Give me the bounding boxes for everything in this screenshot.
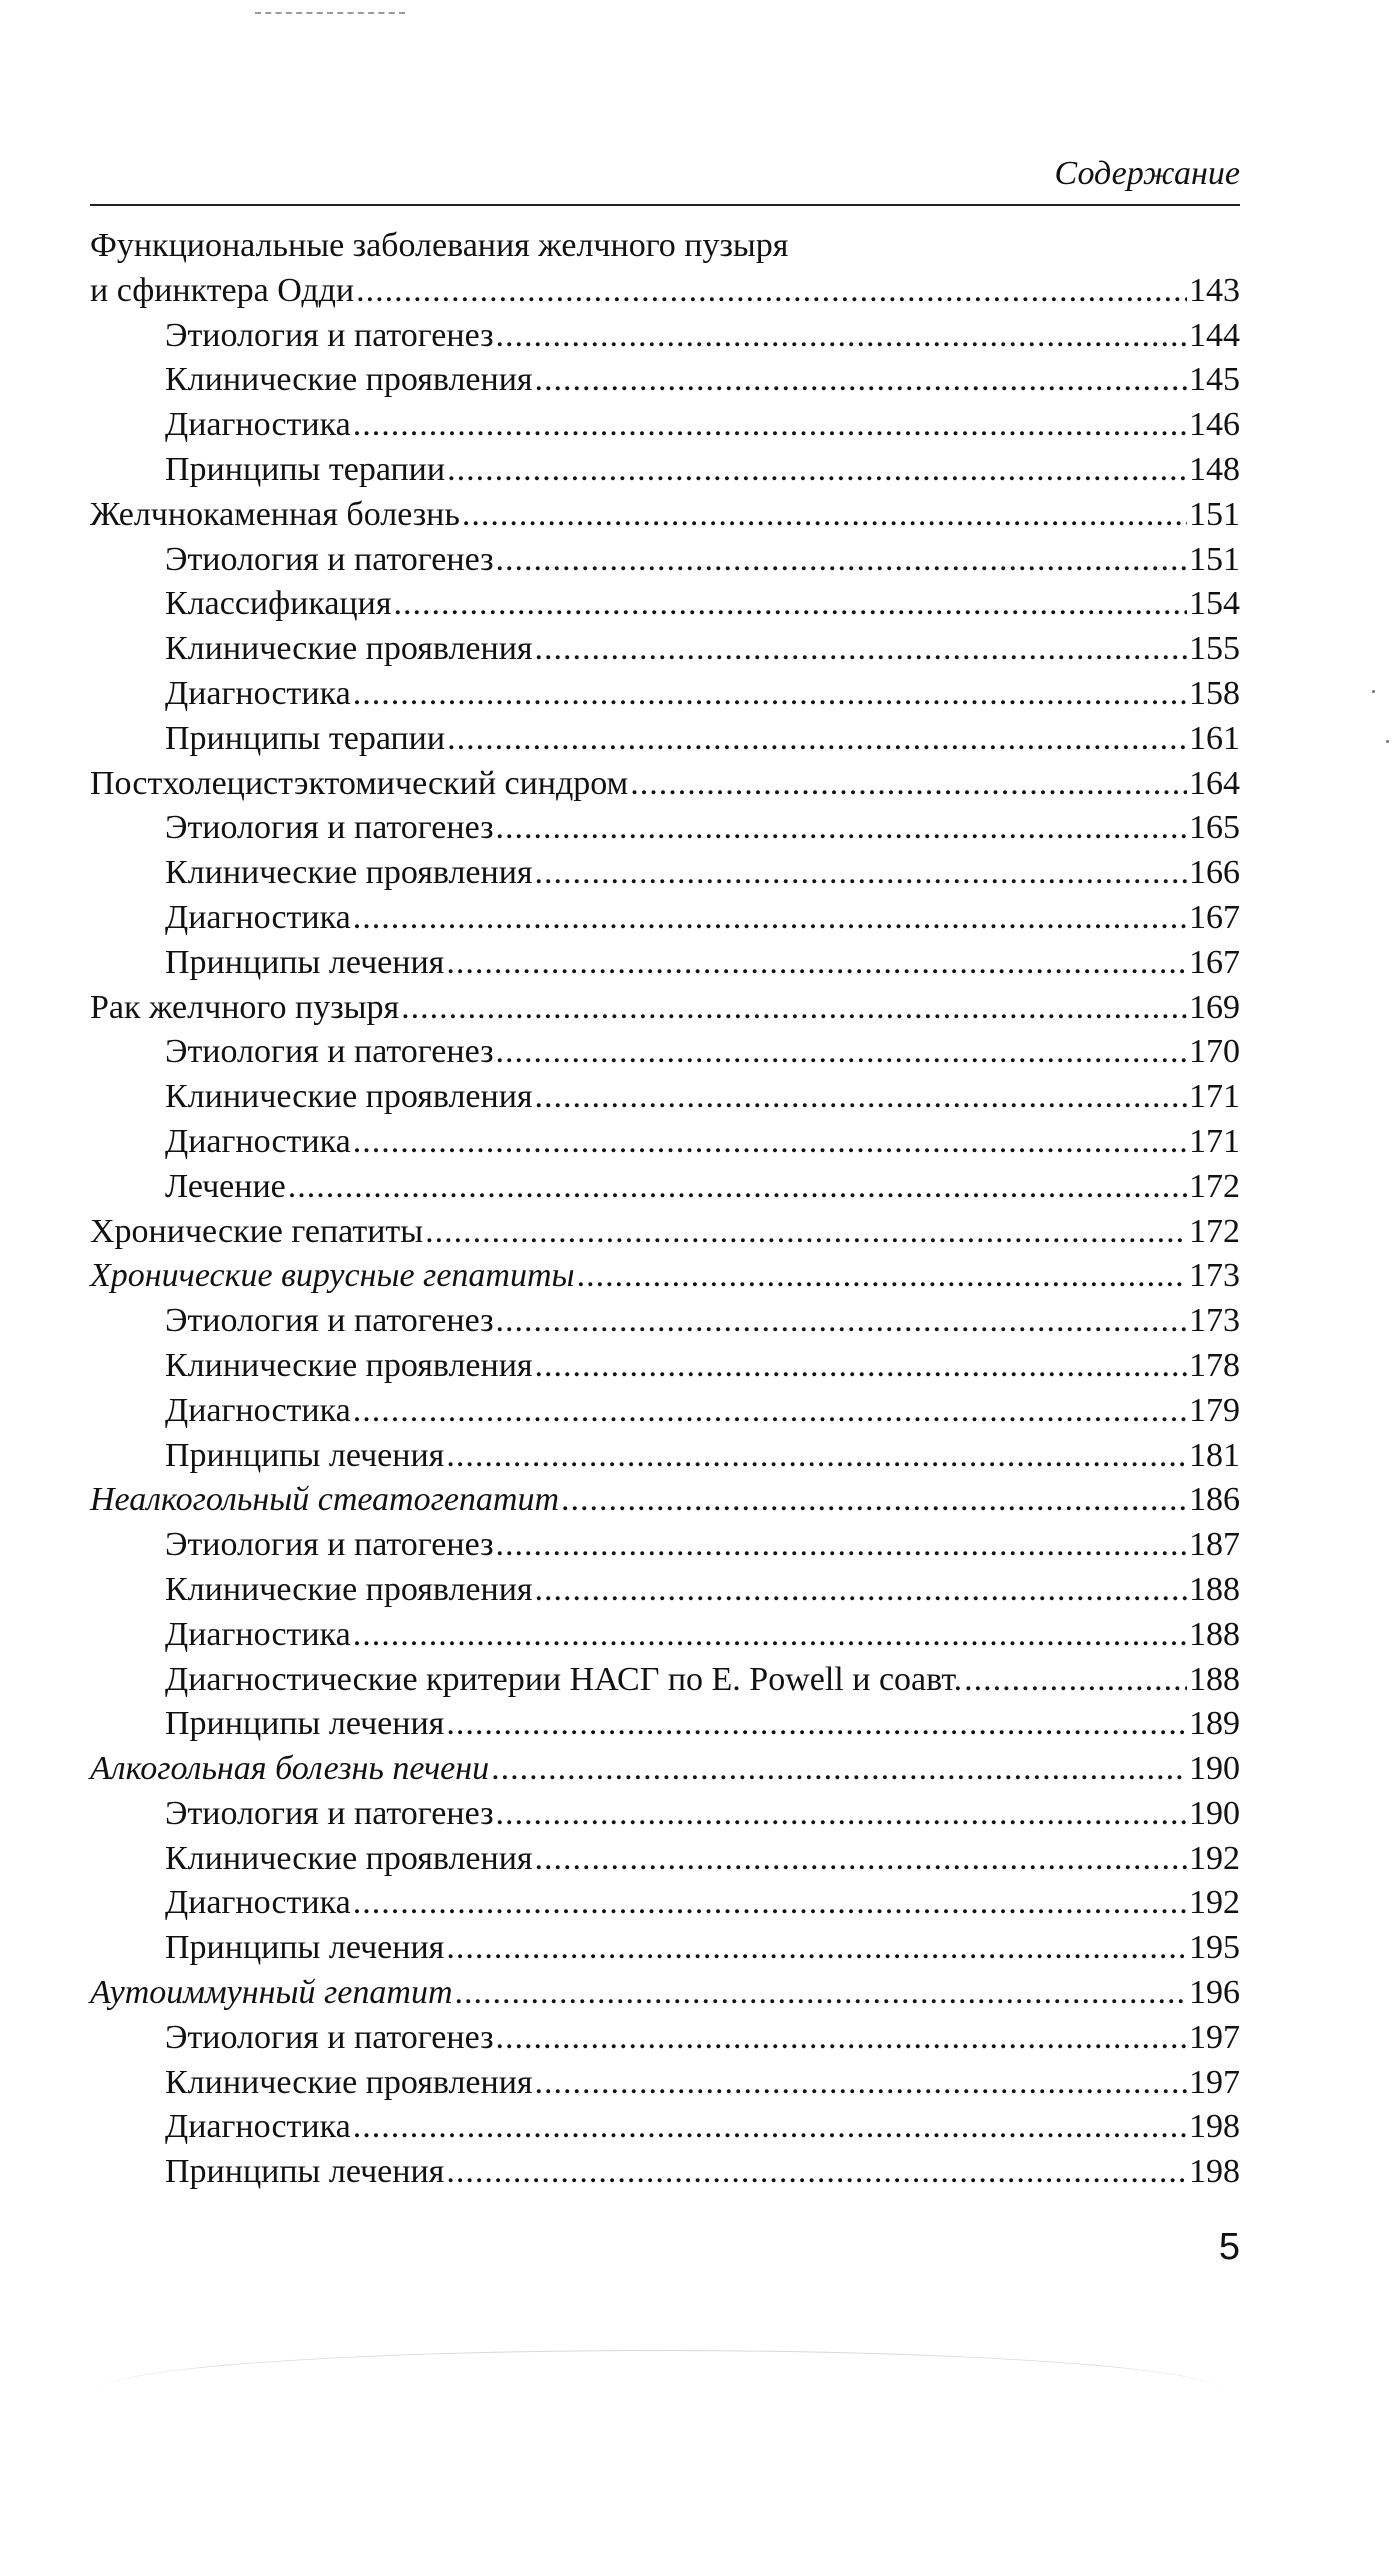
dot-leader	[353, 1389, 1187, 1434]
toc-entry-row	[90, 672, 1240, 717]
toc-entry-page: 197	[1189, 2018, 1240, 2056]
toc-entry-row	[90, 762, 1240, 807]
dot-leader	[288, 1165, 1187, 1210]
dot-leader	[353, 896, 1187, 941]
toc-entry-page: 197	[1189, 2063, 1240, 2101]
toc-entry-row	[90, 1254, 1240, 1299]
toc-entry-row	[90, 627, 1240, 672]
toc-entry-page: 151	[1189, 540, 1240, 578]
toc-entry-row	[90, 493, 1240, 538]
toc-entry	[90, 1613, 1240, 1658]
toc-entry-page: 171	[1189, 1078, 1240, 1116]
toc-entry-row	[90, 582, 1240, 627]
dot-leader	[353, 672, 1187, 717]
toc-entry-page: 181	[1189, 1436, 1240, 1474]
toc-entry-title: Принципы терапии	[165, 719, 446, 757]
toc-entry-row	[90, 1389, 1240, 1434]
dot-leader	[535, 1075, 1187, 1120]
running-head: Содержание	[1054, 155, 1240, 192]
toc-entry-page: 151	[1189, 495, 1240, 533]
toc-entry	[90, 403, 1240, 448]
toc-entry-page: 188	[1189, 1570, 1240, 1608]
toc-entry-page: 188	[1189, 1615, 1240, 1653]
toc-entry	[90, 1926, 1240, 1971]
toc-entry	[90, 1434, 1240, 1479]
toc-entry-row	[90, 1658, 1240, 1703]
toc-entry-title: Этиология и патогенез	[165, 1526, 494, 1564]
toc-entry	[90, 1075, 1240, 1120]
toc-entry-page: 189	[1189, 1705, 1240, 1743]
toc-entry-page: 196	[1189, 1974, 1240, 2012]
dot-leader	[353, 403, 1187, 448]
toc-entry-page: 172	[1189, 1167, 1240, 1205]
toc-entry-page: 143	[1189, 271, 1240, 309]
toc-entry	[90, 358, 1240, 403]
toc-entry-title: Этиология и патогенез	[165, 1033, 494, 1071]
toc-entry-title: Этиология и патогенез	[165, 316, 494, 354]
toc-entry-row	[90, 2061, 1240, 2106]
dot-leader	[496, 1030, 1187, 1075]
dot-leader	[462, 493, 1187, 538]
toc-entry	[90, 851, 1240, 896]
dot-leader	[964, 1658, 1187, 1703]
toc-entry	[90, 224, 1240, 269]
toc-entry-row	[90, 1792, 1240, 1837]
toc-entry-title: Принципы лечения	[165, 1929, 445, 1967]
toc-entry-title: Диагностика	[165, 674, 351, 712]
toc-entry-row	[90, 1881, 1240, 1926]
scan-margin-curve	[100, 2350, 1220, 2431]
toc-entry	[90, 1747, 1240, 1792]
toc-entry-row	[90, 1926, 1240, 1971]
page-number: 5	[1218, 2226, 1240, 2268]
toc-entry	[90, 762, 1240, 807]
dot-leader	[535, 1344, 1187, 1389]
toc-entry	[90, 1881, 1240, 1926]
toc-entry	[90, 2016, 1240, 2061]
toc-entry	[90, 1971, 1240, 2016]
dot-leader	[496, 2016, 1187, 2061]
toc-entry-page: 179	[1189, 1391, 1240, 1429]
dot-leader	[447, 448, 1187, 493]
toc-entry-title: Клинические проявления	[165, 630, 533, 668]
dot-leader	[455, 1971, 1188, 2016]
toc-entry-row	[90, 448, 1240, 493]
toc-entry-page: 169	[1189, 988, 1240, 1026]
toc-entry-row	[90, 1837, 1240, 1882]
toc-entry-row	[90, 358, 1240, 403]
toc-entry-page: 190	[1189, 1750, 1240, 1788]
toc-entry-page: 198	[1189, 2108, 1240, 2146]
toc-entry-title: Диагностика	[165, 2108, 351, 2146]
toc-entry	[90, 941, 1240, 986]
dot-leader	[496, 1792, 1187, 1837]
dot-leader	[446, 2150, 1187, 2195]
toc-entry-page: 145	[1189, 361, 1240, 399]
toc-entry-row	[90, 941, 1240, 986]
scan-speck	[1386, 740, 1389, 743]
toc-entry	[90, 1702, 1240, 1747]
toc-entry-title: Принципы терапии	[165, 450, 446, 488]
toc-entry-title: Клинические проявления	[165, 1570, 533, 1608]
toc-entry-title: Клинические проявления	[165, 2063, 533, 2101]
toc-entry-title: Диагностика	[165, 406, 351, 444]
dot-leader	[535, 358, 1187, 403]
toc-entry-page: 155	[1189, 630, 1240, 668]
toc-entry-row	[90, 1299, 1240, 1344]
toc-entry-title: Этиология и патогенез	[165, 2018, 494, 2056]
toc-entry-row	[90, 538, 1240, 583]
dot-leader	[353, 1613, 1187, 1658]
toc-entry-row	[90, 224, 1240, 269]
toc-entry	[90, 1792, 1240, 1837]
dot-leader	[446, 1702, 1187, 1747]
toc-entry	[90, 2105, 1240, 2150]
toc-entry-page: 166	[1189, 854, 1240, 892]
toc-entry	[90, 1254, 1240, 1299]
toc-entry-title: Классификация	[165, 585, 392, 623]
toc-entry	[90, 1210, 1240, 1255]
dot-leader	[496, 806, 1187, 851]
toc-entry-page: 198	[1189, 2153, 1240, 2191]
toc-entry	[90, 314, 1240, 359]
dot-leader	[446, 1926, 1187, 1971]
toc-entry	[90, 1299, 1240, 1344]
toc-entry-row	[90, 1747, 1240, 1792]
toc-entry	[90, 627, 1240, 672]
toc-entry	[90, 493, 1240, 538]
dot-leader	[496, 1523, 1187, 1568]
dot-leader	[356, 269, 1187, 314]
toc-entry-title: Хронические гепатиты	[90, 1212, 424, 1250]
toc-entry-row	[90, 1120, 1240, 1165]
toc-entry-page: 187	[1189, 1526, 1240, 1564]
toc-entry-title: Принципы лечения	[165, 2153, 445, 2191]
toc-entry-title: Диагностика	[165, 898, 351, 936]
toc-entry-title: Диагностика	[165, 1122, 351, 1160]
toc-entry-page: 173	[1189, 1302, 1240, 1340]
toc-entry-row	[90, 403, 1240, 448]
scan-artifact-line	[255, 12, 405, 14]
toc-entry	[90, 896, 1240, 941]
toc-entry-page: 195	[1189, 1929, 1240, 1967]
toc-entry-title: Клинические проявления	[165, 361, 533, 399]
toc-entry	[90, 448, 1240, 493]
dot-leader	[630, 762, 1187, 807]
toc-entry-title: Клинические проявления	[165, 1346, 533, 1384]
dot-leader	[535, 2061, 1187, 2106]
toc-entry-row	[90, 314, 1240, 359]
toc-entry-row	[90, 2016, 1240, 2061]
toc-entry	[90, 2061, 1240, 2106]
toc-entry	[90, 1344, 1240, 1389]
toc-entry-title: Клинические проявления	[165, 854, 533, 892]
dot-leader	[577, 1254, 1187, 1299]
toc-entry-title: Функциональные заболевания желчного пузыря	[90, 227, 789, 264]
toc-entry-title: Этиология и патогенез	[165, 1794, 494, 1832]
toc-entry	[90, 672, 1240, 717]
toc-entry	[90, 717, 1240, 762]
toc-entry-page: 171	[1189, 1122, 1240, 1160]
toc-entry-title: Неалкогольный стеатогепатит	[90, 1481, 560, 1519]
toc-entry-row	[90, 2105, 1240, 2150]
dot-leader	[353, 1120, 1187, 1165]
dot-leader	[393, 582, 1187, 627]
toc-entry-title: Клинические проявления	[165, 1839, 533, 1877]
toc-entry-row	[90, 2150, 1240, 2195]
toc-entry-page: 186	[1189, 1481, 1240, 1519]
toc-entry-row	[90, 1075, 1240, 1120]
toc-entry-title: Диагностические критерии НАСГ по E. Powell и соавт.	[165, 1660, 963, 1698]
toc-entry-title: Лечение	[165, 1167, 286, 1205]
toc-entry-page: 170	[1189, 1033, 1240, 1071]
toc-entry-title: Этиология и патогенез	[165, 809, 494, 847]
toc-entry-title: Желчнокаменная болезнь	[90, 495, 460, 533]
dot-leader	[535, 1568, 1187, 1613]
toc-entry-title: Хронические вирусные гепатиты	[90, 1257, 575, 1295]
dot-leader	[353, 1881, 1187, 1926]
toc-entry-title: и сфинктера Одди	[90, 271, 355, 309]
toc-entry-row	[90, 1165, 1240, 1210]
toc-entry-row	[90, 1344, 1240, 1389]
toc-entry-page: 190	[1189, 1794, 1240, 1832]
toc-entry-title: Принципы лечения	[165, 1436, 445, 1474]
toc-entry	[90, 806, 1240, 851]
toc-entry-title: Постхолецистэктомический синдром	[90, 764, 629, 802]
toc-entry	[90, 1030, 1240, 1075]
toc-entry-page: 158	[1189, 674, 1240, 712]
toc-entry-title: Этиология и патогенез	[165, 1302, 494, 1340]
toc-entry-page: 192	[1189, 1884, 1240, 1922]
toc-entry-title: Аутоиммунный гепатит	[90, 1974, 453, 2012]
toc-entry	[90, 1523, 1240, 1568]
toc-entry	[90, 582, 1240, 627]
toc-entry	[90, 1658, 1240, 1703]
table-of-contents	[90, 224, 1240, 2195]
toc-entry-row	[90, 851, 1240, 896]
toc-entry-title: Диагностика	[165, 1391, 351, 1429]
toc-entry-page: 167	[1189, 943, 1240, 981]
header-rule	[90, 204, 1240, 206]
toc-entry-title: Диагностика	[165, 1884, 351, 1922]
toc-entry-title: Клинические проявления	[165, 1078, 533, 1116]
toc-entry	[90, 986, 1240, 1031]
toc-entry-row	[90, 1030, 1240, 1075]
dot-leader	[535, 1837, 1187, 1882]
dot-leader	[447, 717, 1187, 762]
toc-entry-page: 148	[1189, 450, 1240, 488]
dot-leader	[446, 1434, 1187, 1479]
toc-entry-page: 172	[1189, 1212, 1240, 1250]
toc-entry-page: 188	[1189, 1660, 1240, 1698]
dot-leader	[491, 1747, 1187, 1792]
toc-entry-page: 167	[1189, 898, 1240, 936]
toc-entry-title: Этиология и патогенез	[165, 540, 494, 578]
toc-entry	[90, 269, 1240, 314]
dot-leader	[353, 2105, 1187, 2150]
toc-entry-row	[90, 1971, 1240, 2016]
toc-entry-page: 192	[1189, 1839, 1240, 1877]
toc-entry	[90, 1478, 1240, 1523]
dot-leader	[496, 314, 1187, 359]
toc-entry-page: 154	[1189, 585, 1240, 623]
toc-entry-row	[90, 1702, 1240, 1747]
toc-entry-title: Диагностика	[165, 1615, 351, 1653]
dot-leader	[446, 941, 1187, 986]
toc-entry	[90, 1165, 1240, 1210]
toc-entry-page: 173	[1189, 1257, 1240, 1295]
toc-entry	[90, 1120, 1240, 1165]
toc-entry	[90, 2150, 1240, 2195]
toc-entry-page: 164	[1189, 764, 1240, 802]
dot-leader	[496, 1299, 1187, 1344]
toc-entry-row	[90, 1434, 1240, 1479]
toc-entry-row	[90, 1613, 1240, 1658]
dot-leader	[496, 538, 1187, 583]
toc-entry-row	[90, 896, 1240, 941]
toc-entry-page: 144	[1189, 316, 1240, 354]
toc-entry-page: 161	[1189, 719, 1240, 757]
dot-leader	[535, 851, 1187, 896]
toc-entry	[90, 1568, 1240, 1613]
toc-entry-row	[90, 806, 1240, 851]
toc-entry-row	[90, 1210, 1240, 1255]
toc-entry-row	[90, 986, 1240, 1031]
dot-leader	[425, 1210, 1187, 1255]
dot-leader	[561, 1478, 1187, 1523]
toc-entry-row	[90, 1478, 1240, 1523]
page-header	[90, 148, 1240, 208]
toc-entry-title: Принципы лечения	[165, 943, 445, 981]
toc-entry-page: 178	[1189, 1346, 1240, 1384]
toc-entry	[90, 538, 1240, 583]
toc-entry-row	[90, 1523, 1240, 1568]
toc-entry	[90, 1389, 1240, 1434]
toc-entry-title: Принципы лечения	[165, 1705, 445, 1743]
toc-entry	[90, 1837, 1240, 1882]
toc-entry-row	[90, 717, 1240, 762]
dot-leader	[535, 627, 1187, 672]
toc-entry-title: Алкогольная болезнь печени	[90, 1750, 490, 1788]
dot-leader	[401, 986, 1187, 1031]
scan-speck	[1372, 690, 1375, 693]
toc-entry-row	[90, 1568, 1240, 1613]
toc-entry-page: 146	[1189, 406, 1240, 444]
toc-entry-row	[90, 269, 1240, 314]
toc-entry-page: 165	[1189, 809, 1240, 847]
toc-entry-title: Рак желчного пузыря	[90, 988, 400, 1026]
